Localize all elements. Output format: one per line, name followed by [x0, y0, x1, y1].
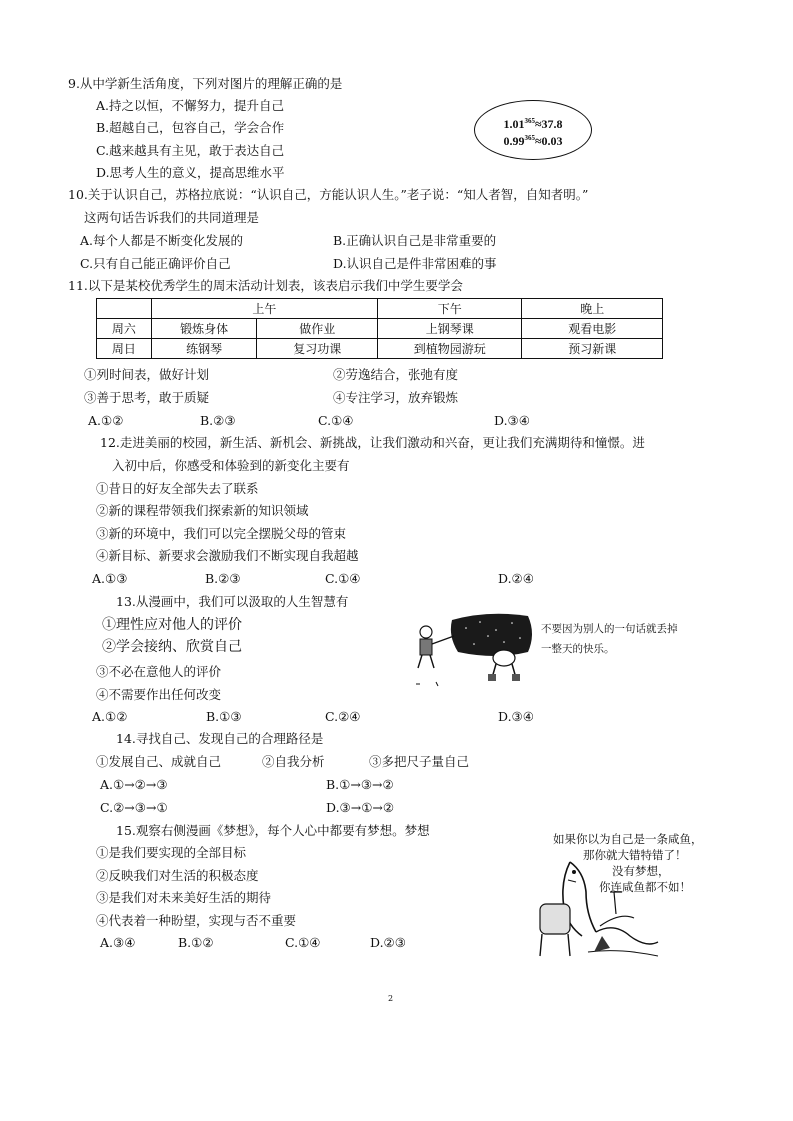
table-cell: 做作业 — [257, 319, 378, 339]
q12-item-2: ②新的课程带领我们探索新的知识领域 — [96, 503, 309, 518]
q10-option-d: D.认识自己是件非常困难的事 — [333, 256, 497, 271]
cartoon-boy-carrying-burden-image — [408, 608, 538, 690]
table-cell: 周六 — [97, 319, 152, 339]
cartoon-dream-fish-image — [530, 852, 662, 964]
table-row — [97, 319, 663, 339]
q10-option-b: B.正确认识自己是非常重要的 — [333, 233, 497, 248]
table-cell: 周日 — [97, 339, 152, 359]
q15-option-d: D.②③ — [370, 935, 406, 950]
table-cell: 观看电影 — [522, 319, 663, 339]
table-header-cell: 晚上 — [522, 299, 663, 319]
q11-option-b: B.②③ — [200, 413, 236, 428]
q9-option-c: C.越来越具有主见，敢于表达自己 — [96, 143, 285, 158]
q10-option-a: A.每个人都是不断变化发展的 — [80, 233, 244, 248]
q9-option-a: A.持之以恒，不懈努力，提升自己 — [96, 98, 285, 113]
q11-option-c: C.①④ — [318, 413, 354, 428]
question-12-stem-2: 入初中后，你感受和体验到的新变化主要有 — [112, 458, 350, 473]
q13-item-3: ③不必在意他人的评价 — [96, 664, 222, 679]
table-header-cell: 上午 — [151, 299, 377, 319]
q14-item-3: ③多把尺子量自己 — [369, 754, 470, 769]
question-12-stem: 12.走进美丽的校园，新生活、新机会、新挑战，让我们激动和兴奋，更让我们充满期待和憧憬。进 — [100, 435, 645, 450]
q11-item-2: ②劳逸结合，张弛有度 — [333, 367, 459, 382]
q12-option-c: C.①④ — [325, 571, 361, 586]
q14-option-d: D.③→①→② — [326, 800, 395, 815]
q11-item-3: ③善于思考，敢于质疑 — [84, 390, 210, 405]
formula-oval-image: $1.01^{365}\approx 37.8$ $0.99^{365}\approx 0.03$ — [474, 100, 592, 160]
q11-option-d: D.③④ — [494, 413, 530, 428]
table-cell: 到植物园游玩 — [378, 339, 522, 359]
q9-option-b: B.超越自己，包容自己，学会合作 — [96, 120, 285, 135]
q11-item-4: ④专注学习，放弃锻炼 — [333, 390, 459, 405]
q11-item-1: ①列时间表，做好计划 — [84, 367, 210, 382]
q13-item-1: ①理性应对他人的评价 — [102, 617, 242, 633]
table-cell: 锻炼身体 — [151, 319, 257, 339]
q13-cartoon-caption-2: 一整天的快乐。 — [541, 643, 615, 655]
table-header-cell: 下午 — [378, 299, 522, 319]
q15-item-2: ②反映我们对生活的积极态度 — [96, 868, 259, 883]
q12-item-1: ①昔日的好友全部失去了联系 — [96, 481, 259, 496]
q15-cartoon-caption-1: 如果你以为自己是一条咸鱼， — [553, 832, 703, 846]
table-row — [97, 339, 663, 359]
question-11-stem: 11.以下是某校优秀学生的周末活动计划表，该表启示我们中学生要学会 — [68, 278, 463, 293]
question-14-stem: 14.寻找自己、发现自己的合理路径是 — [116, 731, 324, 746]
q15-option-a: A.③④ — [100, 935, 136, 950]
q14-item-2: ②自我分析 — [262, 754, 325, 769]
table-cell: 练钢琴 — [151, 339, 257, 359]
q12-option-b: B.②③ — [205, 571, 241, 586]
q13-item-4: ④不需要作出任何改变 — [96, 687, 222, 702]
table-cell: 上钢琴课 — [378, 319, 522, 339]
question-10-stem: 10.关于认识自己，苏格拉底说：“认识自己，方能认识人生。”老子说：“知人者智，自知者明。” — [68, 187, 589, 202]
q14-option-a: A.①→②→③ — [100, 777, 168, 792]
q15-item-3: ③是我们对未来美好生活的期待 — [96, 890, 272, 905]
q15-cartoon-caption-2: 那你就大错特错了！ — [583, 848, 687, 862]
q15-option-c: C.①④ — [285, 935, 321, 950]
q14-option-c: C.②→③→① — [100, 800, 168, 815]
page-number: 2 — [388, 994, 394, 1003]
table-cell: 预习新课 — [522, 339, 663, 359]
table-header-cell — [97, 299, 152, 319]
q12-option-a: A.①③ — [92, 571, 128, 586]
q14-item-1: ①发展自己、成就自己 — [96, 754, 222, 769]
q13-option-a: A.①② — [92, 709, 128, 724]
table-header-row — [97, 299, 663, 319]
q13-option-d: D.③④ — [498, 709, 534, 724]
q13-option-c: C.②④ — [325, 709, 361, 724]
q15-cartoon-caption-4: 你连咸鱼都不如！ — [599, 880, 691, 894]
q11-option-a: A.①② — [88, 413, 124, 428]
q15-item-1: ①是我们要实现的全部目标 — [96, 845, 247, 860]
question-13-stem: 13.从漫画中，我们可以汲取的人生智慧有 — [116, 594, 349, 609]
q12-item-4: ④新目标、新要求会激励我们不断实现自我超越 — [96, 548, 359, 563]
q10-option-c: C.只有自己能正确评价自己 — [80, 256, 231, 271]
q12-item-3: ③新的环境中，我们可以完全摆脱父母的管束 — [96, 526, 347, 541]
table-cell: 复习功课 — [257, 339, 378, 359]
q14-option-b: B.①→③→② — [326, 777, 394, 792]
question-9-stem: 9.从中学新生活角度，下列对图片的理解正确的是 — [68, 76, 343, 91]
q15-option-b: B.①② — [178, 935, 214, 950]
weekend-plan-table — [96, 298, 663, 359]
q13-option-b: B.①③ — [206, 709, 242, 724]
q15-cartoon-caption-3: 没有梦想， — [612, 864, 670, 878]
q15-item-4: ④代表着一种盼望，实现与否不重要 — [96, 913, 297, 928]
q12-option-d: D.②④ — [498, 571, 534, 586]
question-15-stem: 15.观察右侧漫画《梦想》，每个人心中都要有梦想。梦想 — [116, 823, 430, 838]
q13-cartoon-caption-1: 不要因为别人的一句话就丢掉 — [541, 623, 678, 635]
q9-option-d: D.思考人生的意义，提高思维水平 — [96, 165, 285, 180]
question-10-stem-2: 这两句话告诉我们的共同道理是 — [84, 210, 260, 225]
q13-item-2: ②学会接纳、欣赏自己 — [102, 639, 242, 655]
